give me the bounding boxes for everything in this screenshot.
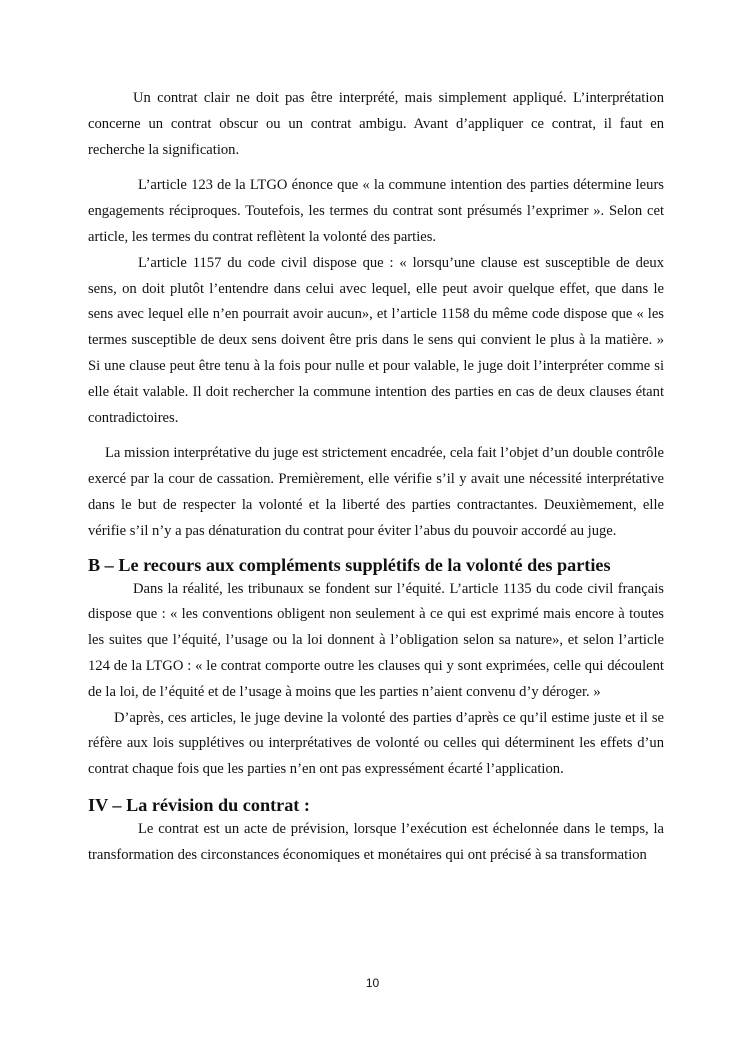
section-heading-iv: IV – La révision du contrat :: [88, 794, 310, 815]
paragraph-article-1157: L’article 1157 du code civil dispose que : « lorsqu’une clause est susceptible de deux sens, on doit plutôt l’entendre dans celui avec lequel, elle peut avoir quelque effet, que dans le sens avec lequel elle n’en pourrait avoir aucun», et l’article 1158 du même code dispose que « les termes susceptible de deux sens doivent être pris dans le sens qui convient le plus à la matière. » Si une clause peut être tenu à la fois pour nulle et pour valable, le juge doit l’interpréter comme si elle était valable. Il doit rechercher la commune intention des parties en cas de deux clauses étant contradictoires.: [88, 254, 664, 426]
paragraph-supplementary-laws: D’après, ces articles, le juge devine la volonté des parties d’après ce qu’il estime juste et il se réfère aux lois supplétives ou interprétatives de volonté ou celles qui déterminent les effets d’un contrat chaque fois que les parties n’en ont pas expressément écarté l’application.: [88, 709, 664, 778]
section-heading-b: B – Le recours aux compléments supplétifs de la volonté des parties: [88, 554, 611, 575]
paragraph-contract-revision: Le contrat est un acte de prévision, lorsque l’exécution est échelonnée dans le temps, la transformation des circonstances économiques et monétaires qui ont précisé à sa transformation: [88, 820, 664, 863]
paragraph-interpretation-intro: Un contrat clair ne doit pas être interprété, mais simplement appliqué. L’interprétation concerne un contrat obscur ou un contrat ambigu. Avant d’appliquer ce contrat, il faut en recherche la signification.: [88, 90, 664, 158]
page-number: 10: [365, 976, 380, 990]
paragraph-article-1135: Dans la réalité, les tribunaux se fondent sur l’équité. L’article 1135 du code civil français dispose que : « les conventions obligent non seulement à ce qui est exprimé mais encore à toutes les suites que l’équité, l’usage ou la loi donnent à l’obligation selon sa nature», et selon l’article 124 de la LTGO : « le contrat comporte outre les clauses qui y sont exprimées, celle qui découlent de la loi, de l’équité et de l’usage à moins que les parties n’aient convenu d’y déroger. »: [88, 580, 664, 700]
paragraph-article-123: L’article 123 de la LTGO énonce que « la commune intention des parties détermine leurs engagements réciproques. Toutefois, les termes du contrat sont présumés l’exprimer ». Selon cet article, les termes du contrat reflètent la volonté des parties.: [88, 177, 664, 245]
paragraph-judicial-control: La mission interprétative du juge est strictement encadrée, cela fait l’objet d’un double contrôle exercé par la cour de cassation. Premièrement, elle vérifie s’il y avait une nécessité interprétative dans le but de respecter la volonté et la liberté des parties contractantes. Deuxièmement, elle vérifie s’il n’y a pas dénaturation du contrat pour éviter l’abus du pouvoir accordé au juge.: [88, 445, 664, 539]
document-body: [88, 86, 664, 869]
